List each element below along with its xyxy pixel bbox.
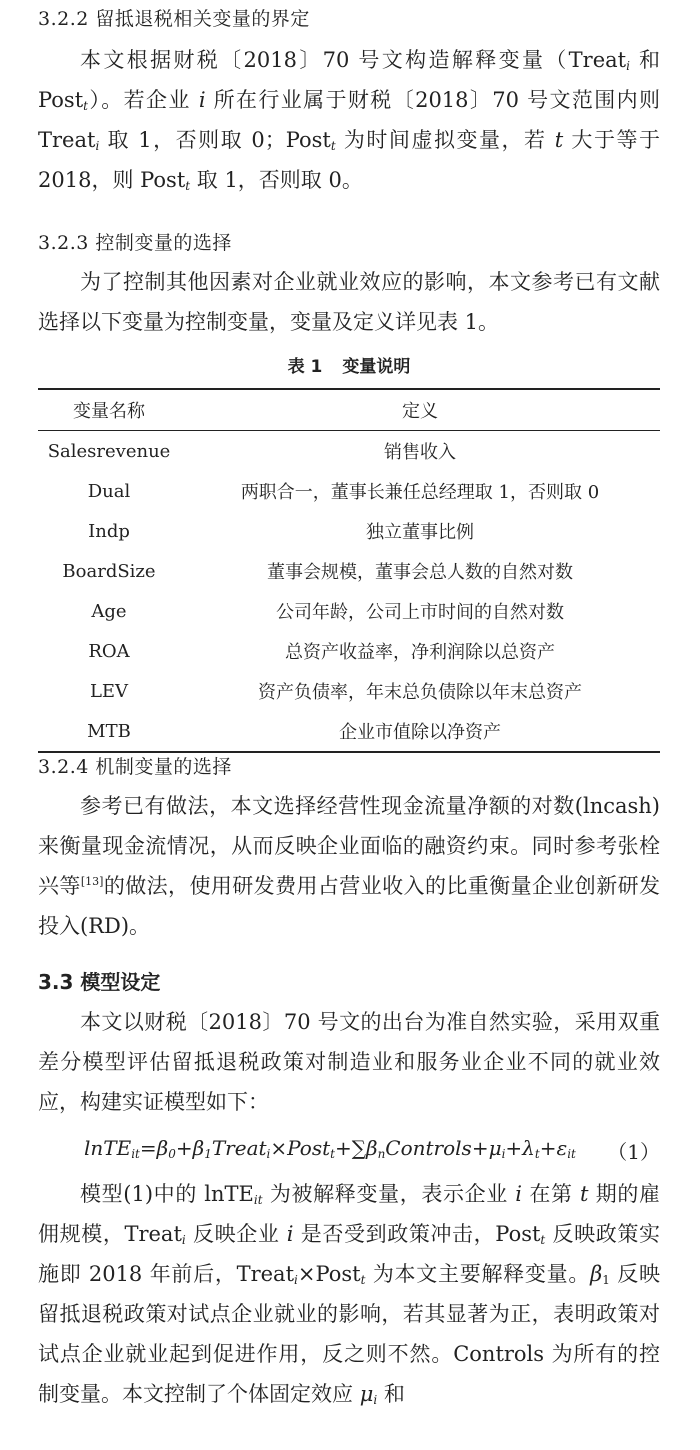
table-row bbox=[38, 551, 660, 591]
table-cell-variable: Salesrevenue bbox=[47, 440, 171, 462]
paragraph-treat-post-definition: 本文根据财税〔2018〕70 号文构造解释变量（Treat$_i$ 和 Post$_t$）。若企业 i 所在行业属于财税〔2018〕70 号文范围内则 Treat$_i$ 取 1，否则取 0；Post$_t$ 为时间虚拟变量，若 t 大于等于 2018，则 Post$_t$ 取 1，否则取 0。 bbox=[38, 48, 660, 193]
section-heading-3-2-4: 3.2.4 机制变量的选择 bbox=[38, 756, 232, 778]
section-heading-3-2-2: 3.2.2 留抵退税相关变量的界定 bbox=[38, 8, 310, 30]
table-cell-variable: LEV bbox=[89, 680, 129, 702]
table-cell-variable: ROA bbox=[88, 640, 130, 662]
table-cell-variable: Age bbox=[91, 600, 127, 622]
table-cell-variable: Indp bbox=[88, 520, 130, 542]
paragraph-mechanism-variables: 参考已有做法，本文选择经营性现金流量净额的对数(lncash)来衡量现金流情况，从而反映企业面临的融资约束。同时参考张栓兴等[13]的做法，使用研发费用占营业收入的比重衡量企业创新研发投入(RD)。 bbox=[38, 794, 661, 938]
table-cell-variable: Dual bbox=[87, 480, 131, 502]
table-cell-variable: MTB bbox=[38, 711, 180, 752]
table-cell-definition: 资产负债率，年末总负债除以年末总资产 bbox=[258, 682, 582, 703]
paragraph-control-variables: 为了控制其他因素对企业就业效应的影响，本文参考已有文献选择以下变量为控制变量，变量及定义详见表 1。 bbox=[38, 270, 660, 334]
equation-number: （1） bbox=[607, 1140, 660, 1164]
table-cell-definition: 销售收入 bbox=[384, 442, 456, 463]
table-cell-definition: 公司年龄，公司上市时间的自然对数 bbox=[276, 602, 564, 623]
table-caption: 表 1 变量说明 bbox=[287, 357, 411, 377]
table-row bbox=[38, 711, 660, 752]
table-row bbox=[38, 591, 660, 631]
paragraph-model-explanation: 模型(1)中的 lnTE$_{it}$ 为被解释变量，表示企业 i 在第 t 期的雇佣规模，Treat$_i$ 反映企业 i 是否受到政策冲击，Post$_t$ 反映政策实施即 2018 年前后，Treat$_i$×Post$_t$ 为本文主要解释变量。$\beta_1$ 反映留抵退税政策对试点企业就业的影响，若其显著为正，表明政策对试点企业就业起到促进作用，反之则不然。Controls 为所有的控制变量。本文控制了个体固定效应 $\mu_i$ 和 bbox=[38, 1182, 660, 1407]
table-cell-definition: 总资产收益率，净利润除以总资产 bbox=[285, 642, 555, 663]
section-heading-3-3: 3.3 模型设定 bbox=[38, 970, 161, 994]
table-cell-variable: BoardSize bbox=[62, 560, 156, 582]
table-header-row bbox=[38, 389, 660, 431]
table-header-definition: 定义 bbox=[180, 389, 660, 431]
table-row bbox=[38, 671, 660, 711]
table-cell-definition: 董事会规模，董事会总人数的自然对数 bbox=[267, 562, 573, 583]
citation-ref: [13] bbox=[80, 875, 104, 888]
variables-table bbox=[38, 388, 660, 753]
did-model-equation: $lnTE_{it}=\beta_0+\beta_1Treat_i\times Post_t+\sum\beta_nControls+\mu_i+\lambda_t+\varepsilon_{it}$ （1） bbox=[84, 1136, 660, 1164]
table-row bbox=[38, 471, 660, 511]
table-row bbox=[38, 631, 660, 671]
section-heading-3-2-3: 3.2.3 控制变量的选择 bbox=[38, 232, 232, 254]
table-cell-definition: 独立董事比例 bbox=[366, 522, 474, 543]
table-cell-definition: 企业市值除以净资产 bbox=[180, 711, 660, 752]
table-header-name: 变量名称 bbox=[38, 389, 180, 431]
table-cell-definition: 两职合一，董事长兼任总经理取 1，否则取 0 bbox=[240, 482, 600, 503]
table-row bbox=[38, 511, 660, 551]
table-row bbox=[38, 431, 660, 472]
paragraph-model-setup: 本文以财税〔2018〕70 号文的出台为准自然实验，采用双重差分模型评估留抵退税政策对制造业和服务业企业不同的就业效应，构建实证模型如下： bbox=[38, 1010, 660, 1114]
